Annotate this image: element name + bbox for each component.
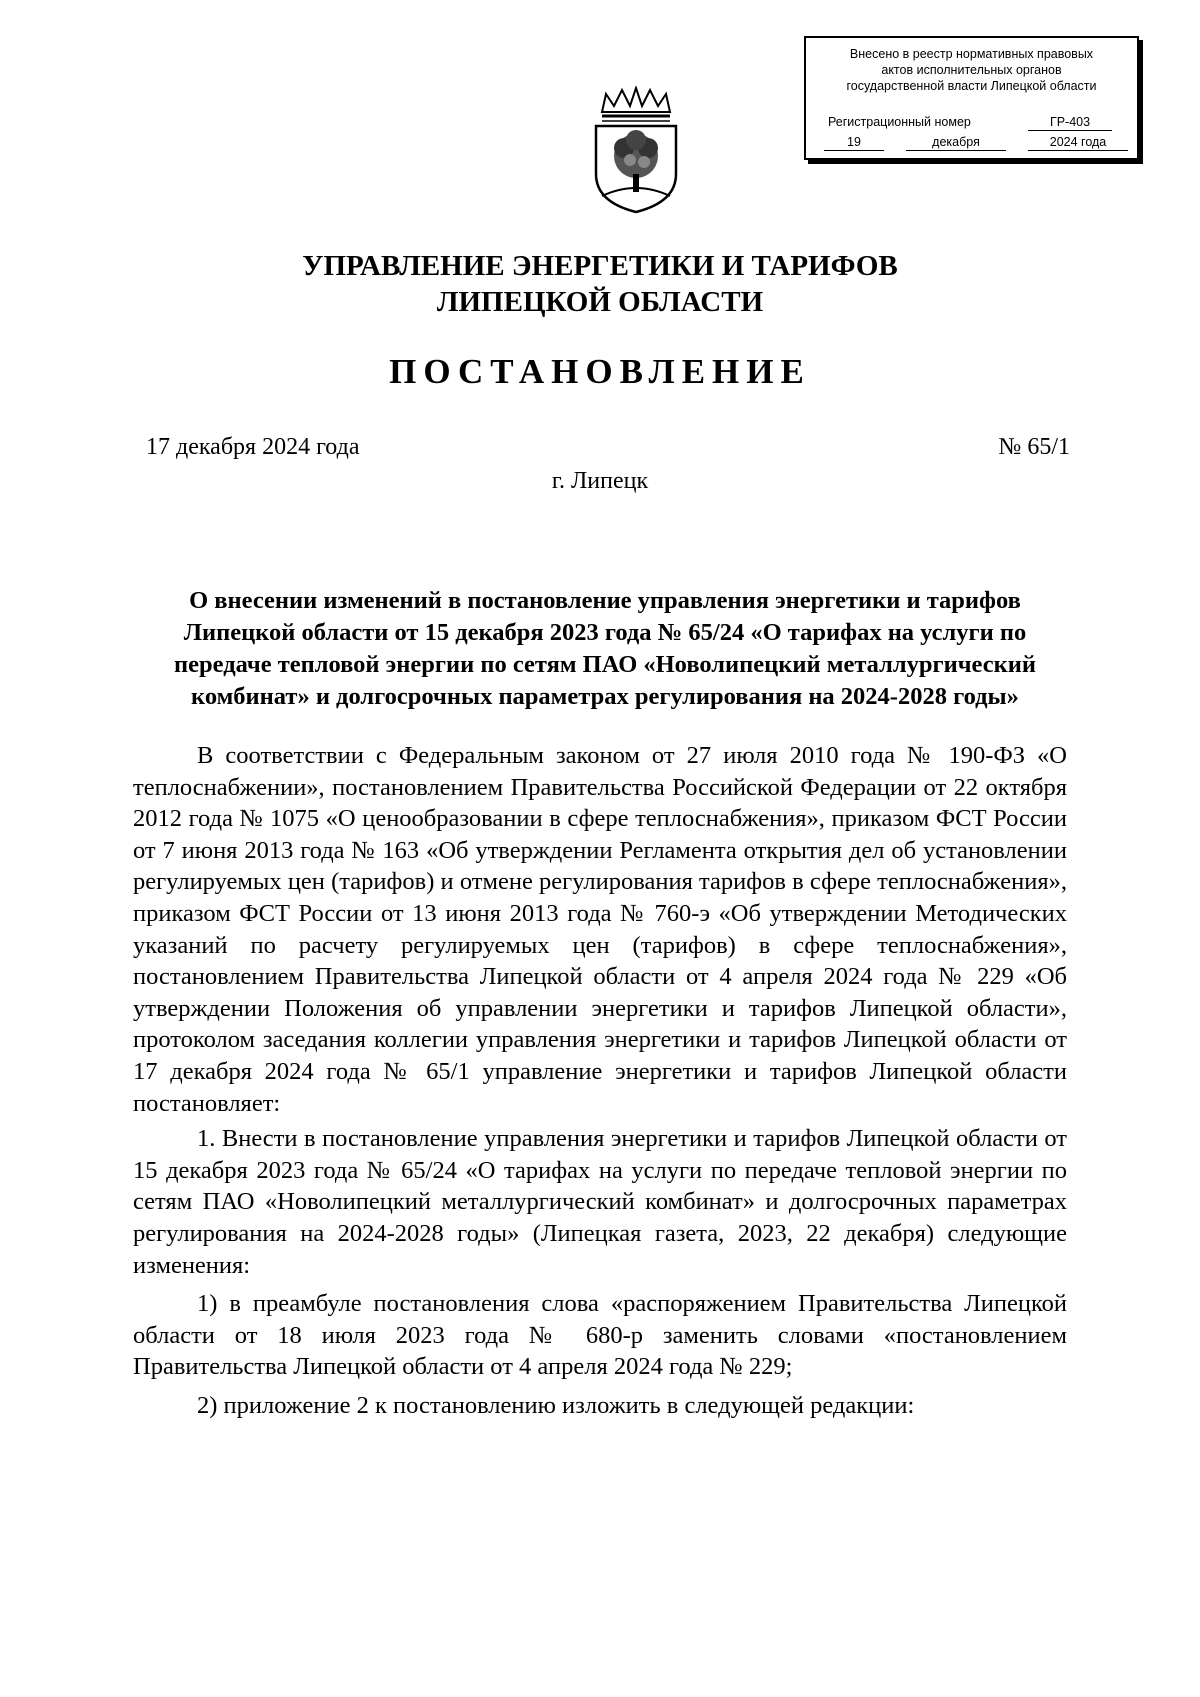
registry-stamp (804, 36, 1139, 160)
stamp-day: 19 (824, 134, 884, 151)
stamp-line-3: государственной власти Липецкой области (846, 79, 1097, 93)
stamp-year: 2024 года (1028, 134, 1128, 151)
stamp-line-2: актов исполнительных органов (881, 63, 1062, 77)
paragraph-preamble: В соответствии с Федеральным законом от 27 июля 2010 года № 190-ФЗ «О теплоснабжении», постановлением Правительства Российской Федерации от 22 октября 2012 года № 1075 «О ценообразовании в сфере теплоснабжения», приказом ФСТ России от 7 июня 2013 года № 163 «Об утверждении Регламента открытия дел об установлении регулируемых цен (тарифов) и отмене регулирования тарифов в сфере теплоснабжения», приказом ФСТ России от 13 июня 2013 года № 760-э «Об утверждении Методических указаний по расчету регулируемых цен (тарифов) в сфере теплоснабжения», постановлением Правительства Липецкой области от 4 апреля 2024 года № 229 «Об утверждении Положения об управлении энергетики и тарифов Липецкой области», протоколом заседания коллегии управления энергетики и тарифов Липецкой области от 17 декабря 2024 года № 65/1 управление энергетики и тарифов Липецкой области постановляет: (133, 742, 1067, 1117)
stamp-reg-number: ГР-403 (1028, 114, 1112, 131)
stamp-month: декабря (906, 134, 1006, 151)
document-body (133, 740, 1067, 1421)
paragraph-item-1: 1. Внести в постановление управления энергетики и тарифов Липецкой области от 15 декабря 2023 года № 65/24 «О тарифах на услуги по передаче тепловой энергии по сетям ПАО «Новолипецкий металлургический комбинат» и долгосрочных параметрах регулирования на 2024-2028 годы» (Липецкая газета, 2023, 22 декабря) следующие изменения: (133, 1125, 1067, 1279)
document-subject: О внесении изменений в постановление управления энергетики и тарифов Липецкой области от 15 декабря 2023 года № 65/24 «О тарифах на услуги по передаче тепловой энергии по сетям ПАО «Новолипецкий металлургический комбинат» и долгосрочных параметрах регулирования на 2024-2028 годы» (174, 587, 1036, 710)
document-type-title: ПОСТАНОВЛЕНИЕ (389, 352, 811, 391)
document-city: г. Липецк (551, 468, 649, 494)
document-number: № 65/1 (998, 434, 1070, 460)
paragraph-subitem-1: 1) в преамбуле постановления слова «распоряжением Правительства Липецкой области от 18 июля 2023 года № 680-р заменить словами «постановлением Правительства Липецкой области от 4 апреля 2024 года № 229; (133, 1290, 1067, 1381)
stamp-line-1: Внесено в реестр нормативных правовых (849, 47, 1094, 61)
authority-name-line-1: УПРАВЛЕНИЕ ЭНЕРГЕТИКИ И ТАРИФОВ (302, 250, 898, 282)
authority-name-line-2: ЛИПЕЦКОЙ ОБЛАСТИ (436, 286, 764, 318)
paragraph-subitem-2: 2) приложение 2 к постановлению изложить в следующей редакции: (197, 1391, 915, 1419)
stamp-reg-label: Регистрационный номер (828, 115, 971, 129)
document-date: 17 декабря 2024 года (146, 434, 360, 460)
coat-of-arms-icon (590, 86, 682, 214)
